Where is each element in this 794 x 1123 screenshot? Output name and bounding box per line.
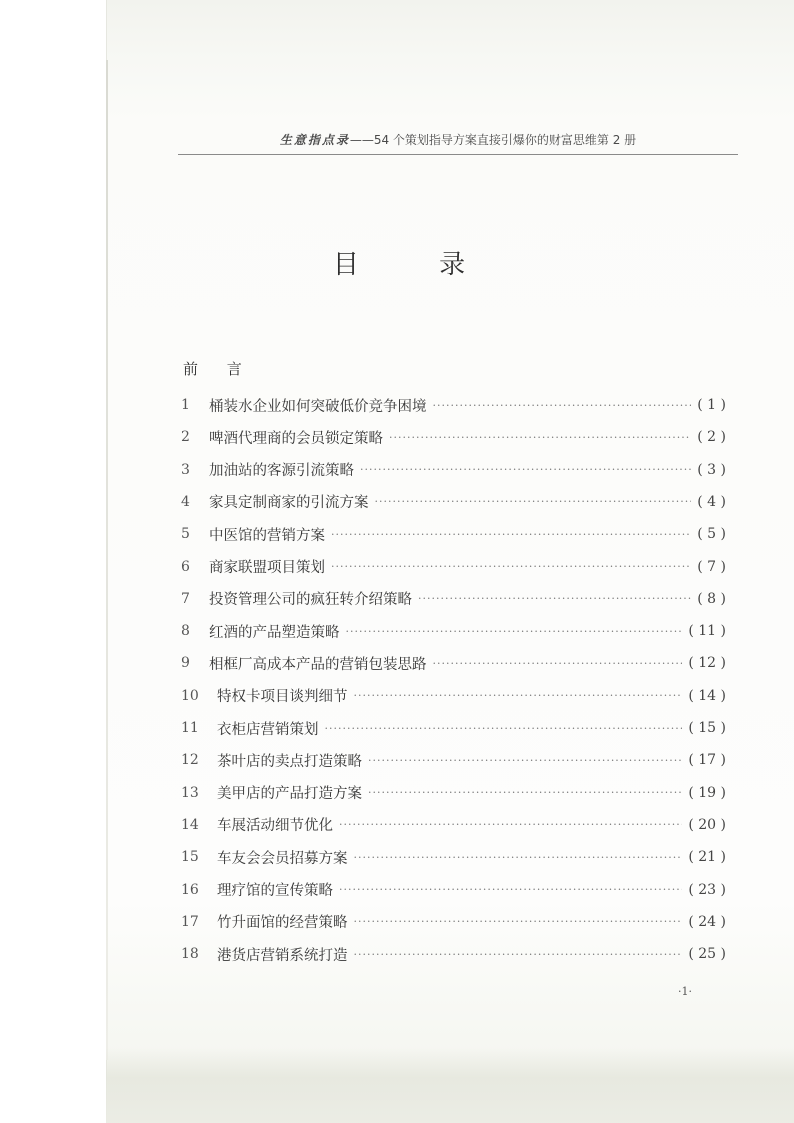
toc-entry-page: ( 23 ) [688, 881, 726, 898]
toc-entry-page: ( 7 ) [697, 558, 726, 575]
toc-entry[interactable] [181, 780, 726, 806]
toc-leader-dots [331, 528, 691, 541]
toc-entry-number: 2 [181, 429, 190, 446]
toc-entry-title: 红酒的产品塑造策略 [209, 624, 340, 641]
toc-entry[interactable] [181, 844, 726, 870]
toc-leader-dots [375, 495, 692, 508]
toc-entry-page: ( 5 ) [697, 526, 726, 543]
toc-leader-dots [368, 786, 682, 799]
toc-entry[interactable] [181, 457, 726, 483]
toc-leader-dots [339, 883, 682, 896]
preface-heading[interactable]: 前 言 [183, 360, 254, 378]
toc-leader-dots [433, 399, 692, 412]
toc-entry-number: 17 [181, 913, 199, 930]
toc-leader-dots [389, 431, 691, 444]
toc-entry[interactable] [181, 909, 726, 935]
toc-entry[interactable] [181, 715, 726, 741]
toc-entry[interactable] [181, 747, 726, 773]
toc-entry-number: 11 [181, 720, 199, 736]
toc-entry-page: ( 25 ) [688, 946, 726, 963]
toc-leader-dots [331, 560, 691, 573]
toc-entry-title: 港货店营销系统打造 [217, 947, 348, 964]
toc-entry-number: 4 [181, 493, 190, 510]
toc-entry[interactable] [181, 586, 726, 612]
toc-entry-page: ( 15 ) [688, 720, 726, 736]
toc-entry[interactable] [181, 683, 726, 709]
toc-entry[interactable] [181, 392, 726, 418]
toc-entry[interactable] [181, 489, 726, 515]
toc-entry-page: ( 17 ) [688, 752, 726, 769]
toc-leader-dots [360, 463, 691, 476]
toc-entry-number: 3 [181, 461, 190, 478]
toc-leader-dots [354, 948, 683, 961]
toc-entry-page: ( 2 ) [697, 429, 726, 446]
toc-leader-dots [354, 851, 683, 864]
toc-entry[interactable] [181, 877, 726, 903]
toc-entry[interactable] [181, 618, 726, 644]
toc-entry-number: 15 [181, 849, 199, 866]
toc-entry-number: 1 [181, 397, 190, 413]
toc-entry-page: ( 8 ) [697, 590, 726, 607]
page-fold-edge [106, 60, 108, 1060]
scan-bottom-shadow [106, 1048, 794, 1123]
toc-entry-title: 家具定制商家的引流方案 [209, 495, 369, 512]
toc-entry[interactable] [181, 424, 726, 450]
toc-entry-page: ( 11 ) [688, 623, 726, 640]
toc-leader-dots [368, 754, 682, 767]
toc-leader-dots [433, 657, 683, 670]
toc-entry-page: ( 21 ) [688, 849, 726, 866]
toc-entry-title: 商家联盟项目策划 [209, 560, 325, 576]
header-subtitle: ——54 个策划指导方案直接引爆你的财富思维第 2 册 [349, 133, 637, 147]
toc-entry-number: 18 [181, 946, 199, 963]
page-number: ·1· [678, 985, 692, 998]
toc-entry-number: 6 [181, 558, 190, 575]
header-brand: 生意指点录 [279, 133, 350, 147]
toc-entry-title: 相框厂高成本产品的营销包装思路 [209, 656, 427, 673]
toc-entry-title: 车展活动细节优化 [217, 818, 333, 835]
toc-leader-dots [418, 592, 691, 605]
toc-entry-title: 理疗馆的宣传策略 [217, 883, 333, 899]
toc-entry-number: 9 [181, 655, 190, 672]
toc-entry-number: 16 [181, 881, 199, 898]
toc-entry[interactable] [181, 941, 726, 967]
toc-entry-page: ( 20 ) [688, 816, 726, 833]
toc-entry-page: ( 14 ) [688, 687, 726, 704]
scan-margin [0, 0, 106, 1123]
toc-entry-title: 衣柜店营销策划 [217, 721, 319, 738]
toc-entry-page: ( 12 ) [688, 655, 726, 672]
toc-entry-number: 7 [181, 590, 190, 607]
toc-entry-title: 车友会会员招募方案 [217, 850, 348, 867]
toc-leader-dots [346, 625, 683, 638]
toc-leader-dots [325, 722, 683, 735]
toc-entry[interactable] [181, 554, 726, 580]
toc-entry-title: 茶叶店的卖点打造策略 [217, 753, 362, 770]
toc-entry-page: ( 19 ) [688, 784, 726, 801]
toc-entry-title: 美甲店的产品打造方案 [217, 786, 362, 803]
toc-entry-number: 5 [181, 526, 190, 543]
toc-entry-page: ( 3 ) [697, 461, 726, 478]
toc-leader-dots [354, 915, 683, 928]
toc-entry-number: 14 [181, 816, 199, 833]
toc-entry-number: 13 [181, 784, 199, 801]
toc-entry[interactable] [181, 650, 726, 676]
toc-entry-title: 竹升面馆的经营策略 [217, 915, 348, 932]
toc-entry[interactable] [181, 521, 726, 547]
toc-entry[interactable] [181, 812, 726, 838]
toc-entry-title: 啤酒代理商的会员锁定策略 [209, 430, 383, 447]
toc-entry-title: 投资管理公司的疯狂转介绍策略 [209, 592, 412, 609]
toc-entry-page: ( 24 ) [688, 913, 726, 930]
running-header [178, 128, 738, 155]
toc-leader-dots [339, 818, 682, 831]
toc-leader-dots [354, 689, 683, 702]
toc-entry-title: 桶装水企业如何突破低价竞争困境 [209, 398, 427, 415]
toc-entry-page: ( 4 ) [697, 493, 726, 510]
toc-entry-title: 加油站的客源引流策略 [209, 463, 354, 480]
toc-entry-title: 中医馆的营销方案 [209, 527, 325, 544]
toc-entry-number: 12 [181, 752, 199, 769]
toc-entry-number: 10 [181, 687, 199, 704]
toc-entry-title: 特权卡项目谈判细节 [217, 689, 348, 706]
toc-entry-number: 8 [181, 623, 190, 640]
page-title: 目 录 [332, 250, 502, 280]
toc-entry-page: ( 1 ) [697, 397, 726, 413]
